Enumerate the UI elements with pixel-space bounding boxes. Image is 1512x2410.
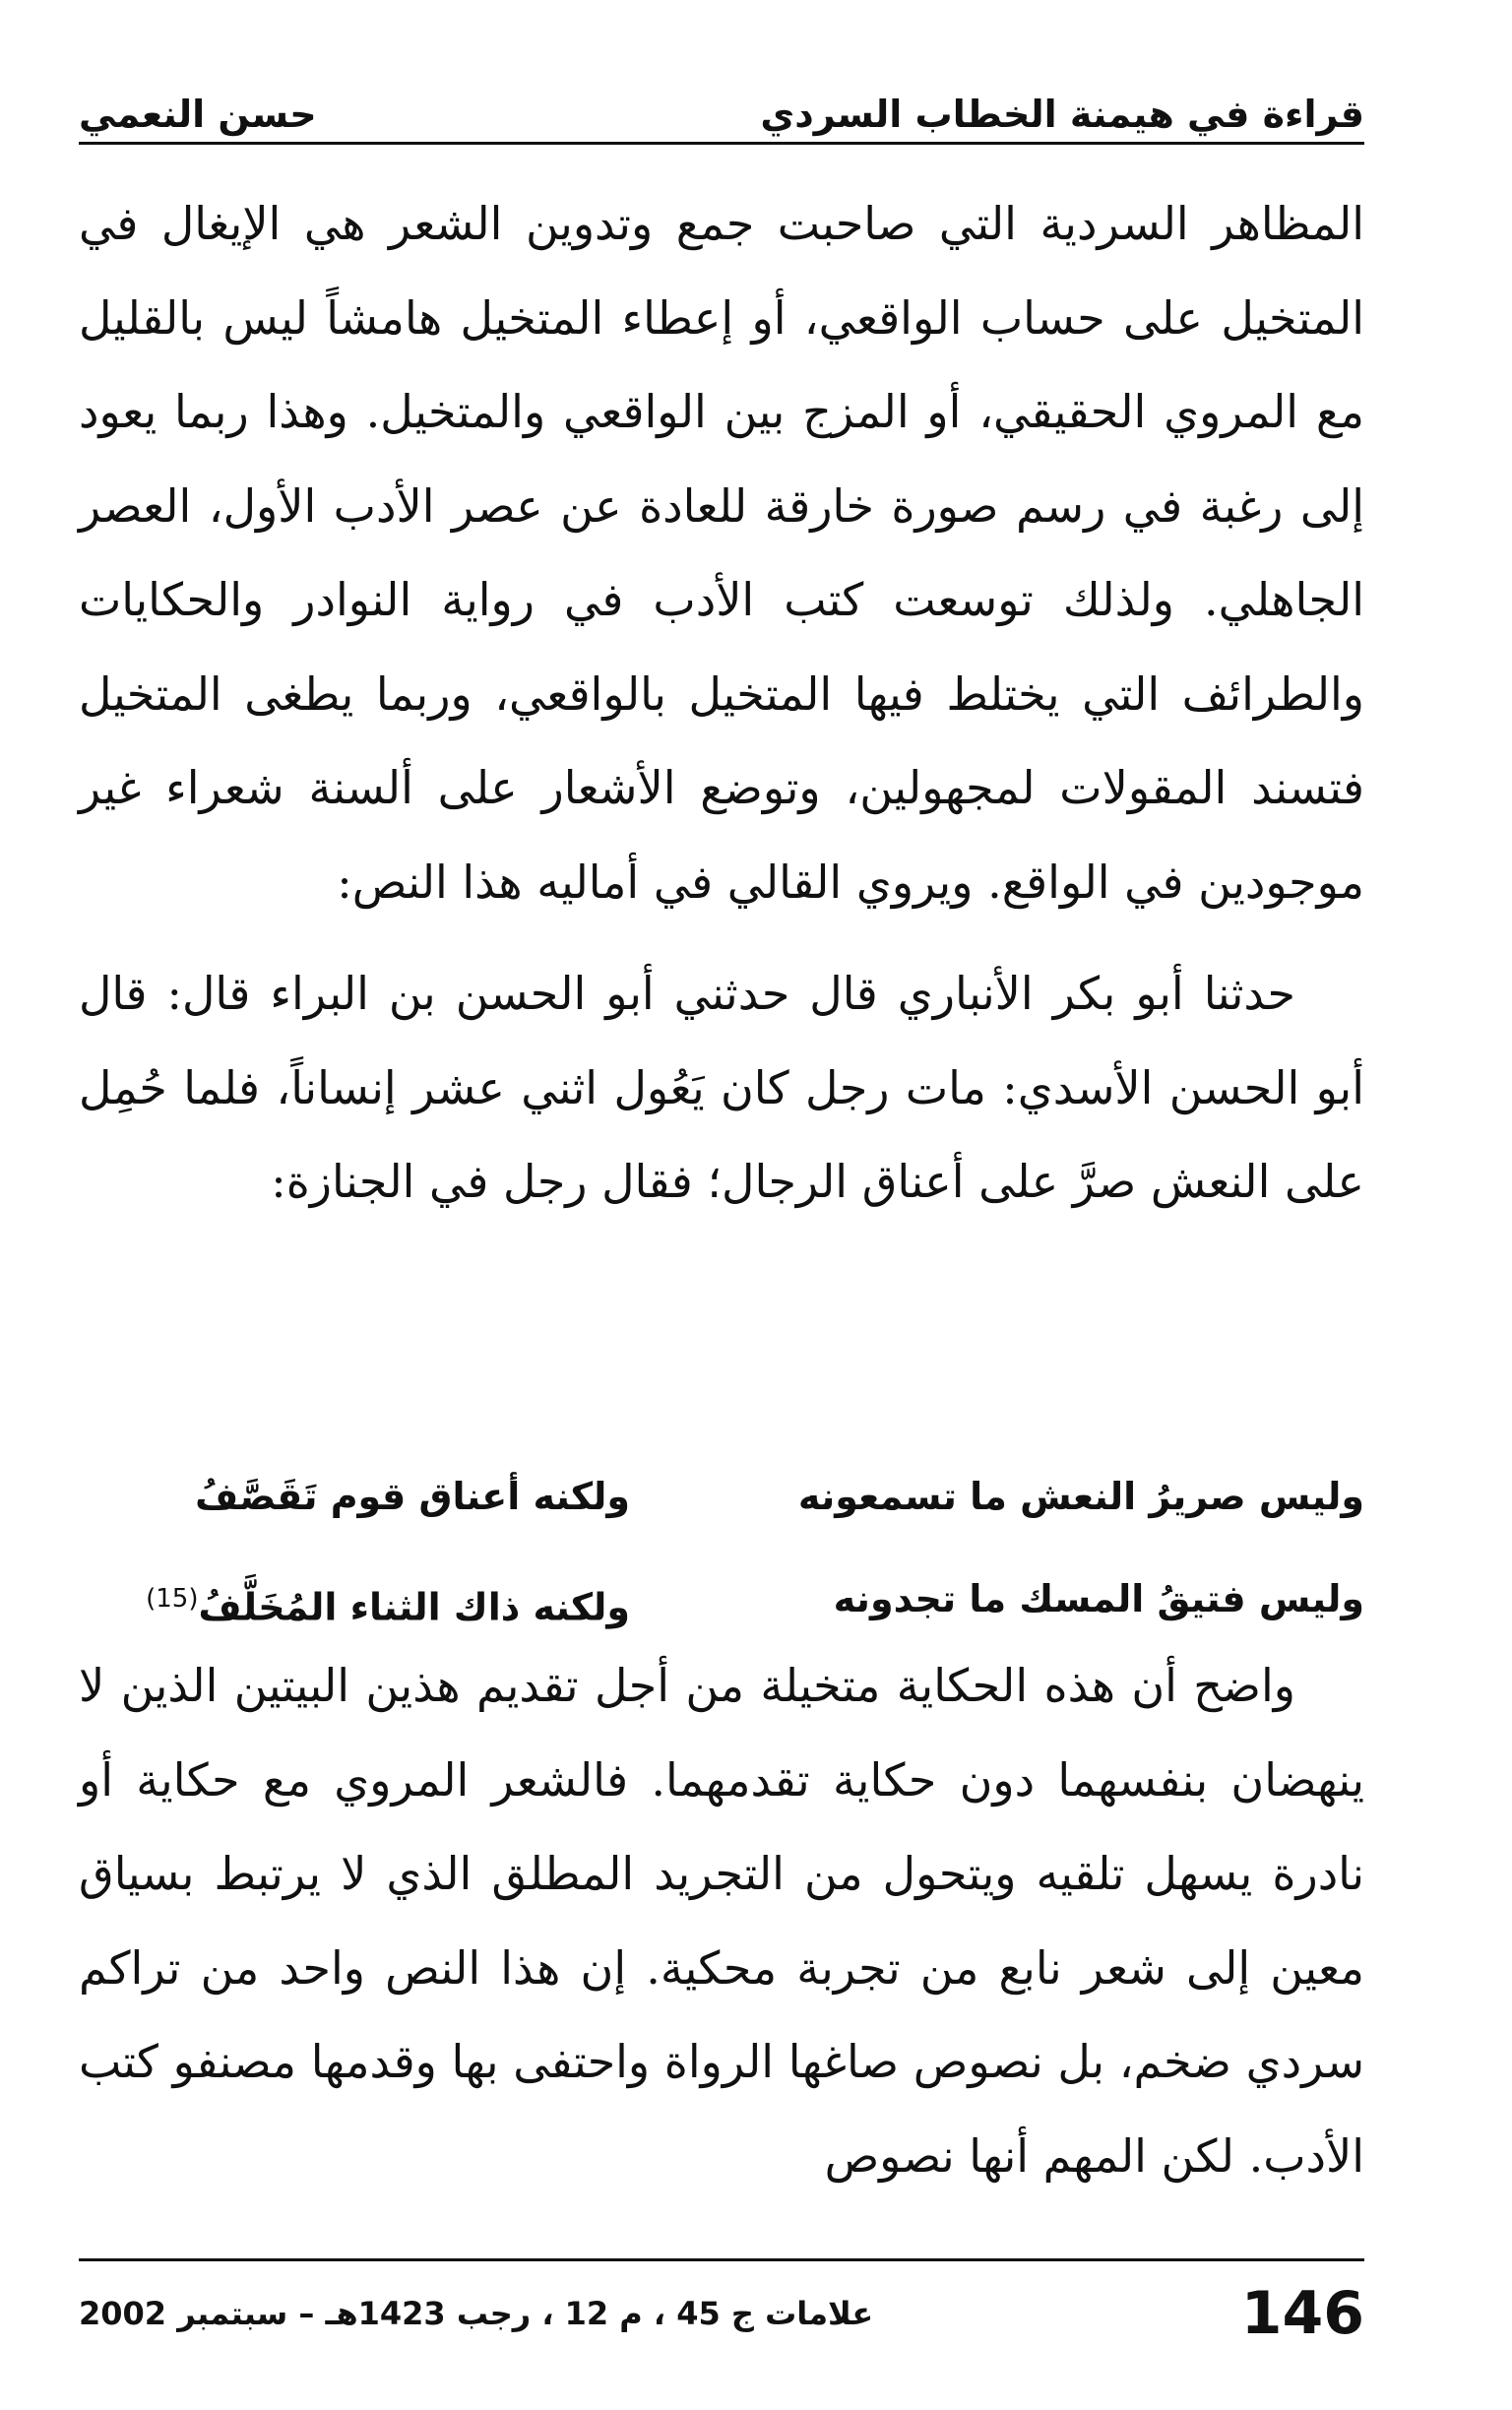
header-rule — [79, 142, 1364, 145]
verse-line — [79, 1548, 1364, 1650]
footer-rule — [79, 2258, 1364, 2261]
body-text-continued — [79, 1639, 1364, 2203]
paragraph: المظاهر السردية التي صاحبت جمع وتدوين الشعر هي الإيغال في المتخيل على حساب الواقعي، أو إعطاء المتخيل هامشاً ليس بالقليل مع المروي الحقيقي، أو المزج بين الواقعي والمتخيل. وهذا ربما يعود إلى رغبة في رسم صورة خارقة للعادة عن عصر الأدب الأول، العصر الجاهلي. ولذلك توسعت كتب الأدب في رواية النوادر والحكايات والطرائف التي يختلط فيها المتخيل بالواقعي، وربما يطغى المتخيل فتسند المقولات لمجهولين، وتوضع الأشعار على ألسنة شعراء غير موجودين في الواقع. ويروي القالي في أماليه هذا النص: — [79, 197, 1364, 909]
running-title: قراءة في هيمنة الخطاب السردي — [760, 93, 1364, 136]
footnote-reference: (15) — [146, 1584, 199, 1614]
quoted-narrative: حدثنا أبو بكر الأنباري قال حدثني أبو الحسن بن البراء قال: قال أبو الحسن الأسدي: مات رجل كان يَعُول اثني عشر إنساناً، فلما حُمِل على النعش صرَّ على أعناق الرجال؛ فقال رجل في الجنازة: — [79, 967, 1364, 1208]
verse-first-hemistich: وليس فتيقُ المسك ما تجدونه — [833, 1577, 1364, 1620]
hemistich-text: ولكنه أعناق قوم تَقَصَّفُ — [195, 1475, 630, 1518]
page-number: 146 — [1240, 2279, 1364, 2348]
journal-citation: علامات ج 45 ، م 12 ، رجب 1423هـ – سبتمبر 2002 — [79, 2295, 874, 2332]
verse-line — [79, 1445, 1364, 1548]
body-text — [79, 177, 1364, 1230]
hemistich-text: ولكنه ذاك الثناء المُخَلَّفُ — [198, 1585, 630, 1629]
paragraph: واضح أن هذه الحكاية متخيلة من أجل تقديم هذين البيتين الذين لا ينهضان بنفسهما دون حكاية تقدمهما. فالشعر المروي مع حكاية أو نادرة يسهل تلقيه ويتحول من التجريد المطلق الذي لا يرتبط بسياق معين إلى شعر نابع من تجربة محكية. إن هذا النص واحد من تراكم سردي ضخم، بل نصوص صاغها الرواة واحتفى بها وقدمها مصنفو كتب الأدب. لكن المهم أنها نصوص — [79, 1659, 1364, 2183]
author-name: حسن النعمي — [79, 93, 317, 136]
poem-verses — [79, 1445, 1364, 1650]
verse-second-hemistich — [79, 1548, 630, 1650]
page-footer — [79, 2269, 1364, 2358]
running-header — [79, 57, 1364, 136]
verse-second-hemistich — [79, 1445, 630, 1548]
verse-first-hemistich: وليس صريرُ النعش ما تسمعونه — [797, 1475, 1364, 1518]
